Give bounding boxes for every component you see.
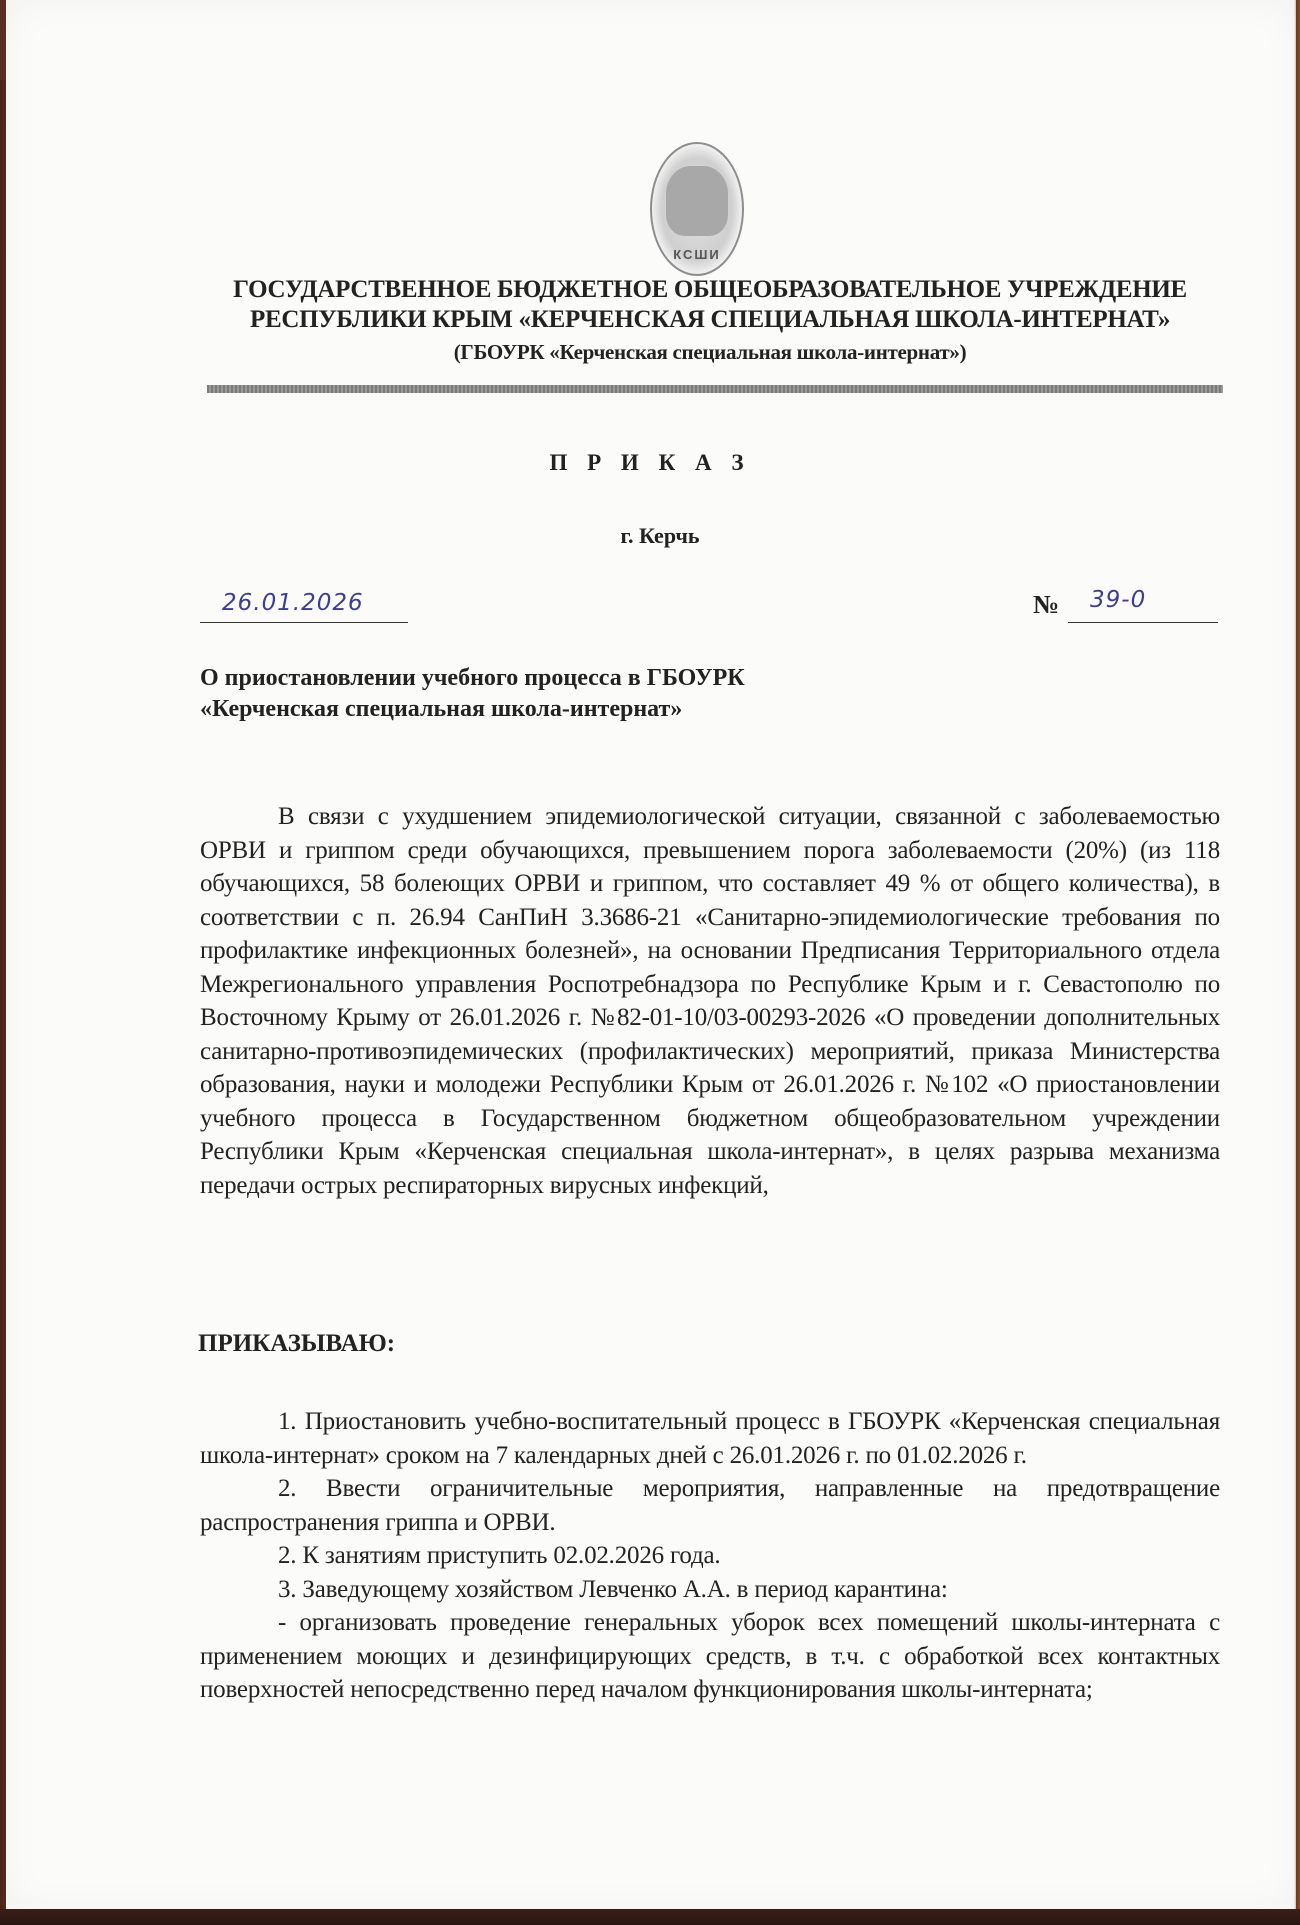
emblem-text: КСШИ [673, 247, 721, 262]
preamble-paragraph: В связи с ухудшением эпидемиологической ситуации, связанной с заболеваемостью ОРВИ и гриппом среди обучающихся, превышением порога заболеваемости (20%) (из 118 обучающихся, 58 болеющих ОРВИ и гриппом, что составляет 49 % от общего количества), в соответствии с п. 26.94 СанПиН 3.3686-21 «Санитарно-эпидемиологические требования по профилактике инфекционных болезней», на основании Предписания Территориального отдела Межрегионального управления Роспотребнадзора по Республике Крым и г. Севастополю по Восточному Крыму от 26.01.2026 г. №82-01-10/03-00293-2026 «О проведении дополнительных санитарно-противоэпидемических (профилактических) мероприятий, приказа Министерства образования, науки и молодежи Республики Крым от 26.01.2026 г. №102 «О приостановлении учебного процесса в Государственном бюджетном общеобразовательном учреждении Республики Крым «Керченская специальная школа-интернат», в целях разрыва механизма передачи острых респираторных вирусных инфекций, [200, 803, 1220, 1199]
order-heading: ПРИКАЗЫВАЮ: [198, 1330, 396, 1357]
org-name-line-2: РЕСПУБЛИКИ КРЫМ «КЕРЧЕНСКАЯ СПЕЦИАЛЬНАЯ ШКОЛА-ИНТЕРНАТ» [249, 306, 1171, 333]
handwritten-number: 39-0 [1090, 587, 1147, 613]
number-label: № [1033, 590, 1060, 619]
document-city: г. Керчь [620, 523, 700, 548]
order-item-4: 3. Заведующему хозяйством Левченко А.А. в период карантина: [278, 1575, 948, 1603]
order-items [200, 1405, 1220, 1707]
document-title: П Р И К А З [549, 450, 751, 475]
number-field [1068, 587, 1218, 623]
order-item-3: 2. К занятиям приступить 02.02.2026 года. [278, 1542, 721, 1569]
org-short-name: (ГБОУРК «Керченская специальная школа-интернат») [453, 340, 967, 364]
emblem-figure-icon [666, 166, 728, 236]
order-item-1: 1. Приостановить учебно-воспитательный процесс в ГБОУРК «Керченская специальная школа-интернат» сроком на 7 календарных дней с 26.01.2026 г. по 01.02.2026 г. [200, 1408, 1220, 1469]
handwritten-date: 26.01.2026 [222, 590, 364, 616]
school-emblem [650, 142, 744, 276]
page-edge-shadow-right [1294, 0, 1300, 1910]
org-name-line-1: ГОСУДАРСТВЕННОЕ БЮДЖЕТНОЕ ОБЩЕОБРАЗОВАТЕЛЬНОЕ УЧРЕЖДЕНИЕ [233, 276, 1187, 303]
table-surface [0, 1909, 1300, 1925]
order-item-2: 2. Ввести ограничительные мероприятия, направленные на предотвращение распространения гриппа и ОРВИ. [200, 1475, 1220, 1536]
date-field [200, 590, 408, 623]
header-divider [207, 385, 1223, 393]
order-subject: О приостановлении учебного процесса в ГБОУРК «Керченская специальная школа-интернат» [200, 665, 745, 722]
order-item-4-sub: - организовать проведение генеральных уборок всех помещений школы-интерната с применением моющих и дезинфицирующих средств, в т.ч. с обработкой всех контактных поверхностей непосредственно перед началом функционирования школы-интерната; [200, 1609, 1220, 1703]
